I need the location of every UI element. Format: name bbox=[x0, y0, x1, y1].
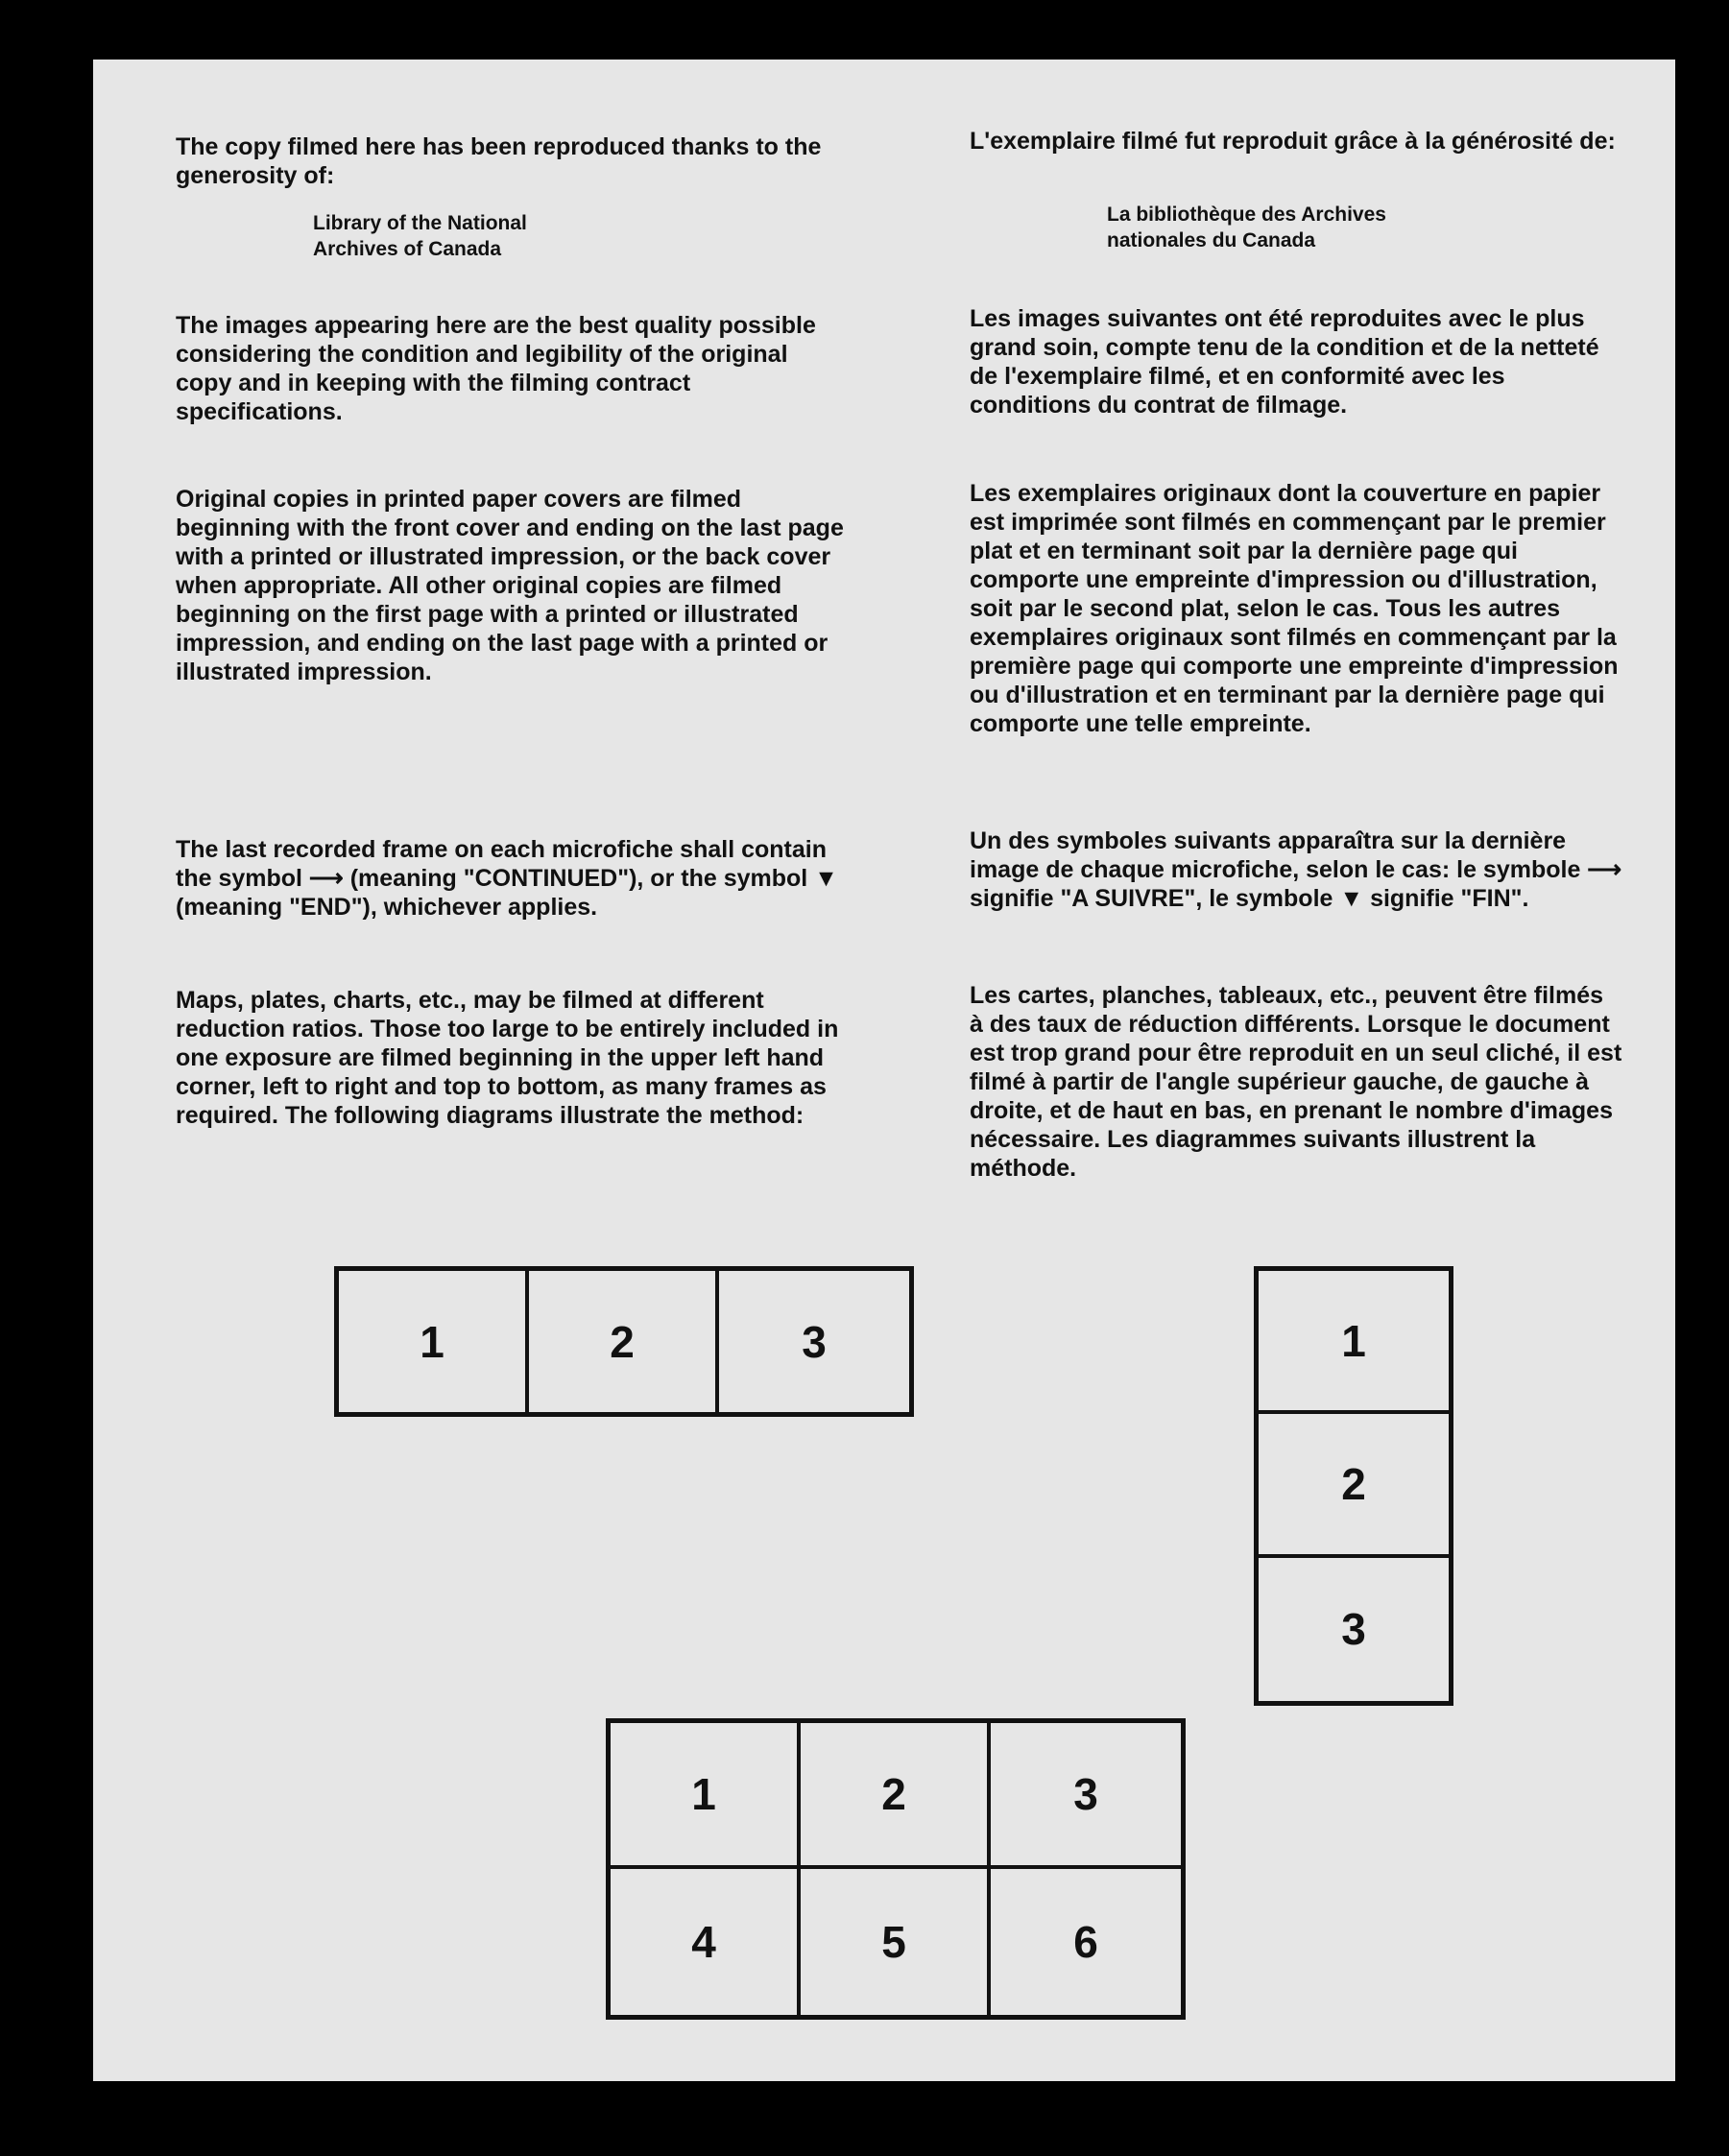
frame-cell: 5 bbox=[801, 1869, 991, 2015]
frame-cell: 1 bbox=[1259, 1271, 1449, 1414]
english-quality-paragraph: The images appearing here are the best quality possible considering the condition and legibility of the original copy and in keeping with the filming contract specifications. bbox=[176, 312, 816, 425]
frame-cell: 2 bbox=[529, 1271, 719, 1412]
french-library-line2: nationales du Canada bbox=[1107, 229, 1316, 252]
frame-cell: 2 bbox=[801, 1723, 991, 1869]
vertical-three-frame-diagram bbox=[1254, 1266, 1453, 1706]
six-frame-grid-diagram bbox=[606, 1718, 1186, 2020]
frame-cell: 3 bbox=[802, 1316, 827, 1367]
french-symbols-paragraph: Un des symboles suivants apparaîtra sur la dernière image de chaque microfiche, selon le cas: le symbole ⟶ signifie "A SUIVRE", le symbole ▼ signifie "FIN". bbox=[970, 827, 1622, 912]
frame-cell: 2 bbox=[1259, 1414, 1449, 1557]
french-covers-paragraph: Les exemplaires originaux dont la couverture en papier est imprimée sont filmés en commençant par le premier plat et en terminant soit par la dernière page qui comporte une empreinte d'impression ou d'illustration, soit par le second plat, selon le cas. Tous les autres exemplaires originaux sont filmés en commençant par la première page qui comporte une empreinte d'impression ou d'illustration et en terminant par la dernière page qui comporte une telle empreinte. bbox=[970, 480, 1619, 737]
english-symbols-paragraph: The last recorded frame on each microfiche shall contain the symbol ⟶ (meaning "CONTINUED"), or the symbol ▼ (meaning "END"), whichever applies. bbox=[176, 836, 838, 921]
english-library-line1: Library of the National bbox=[313, 212, 527, 234]
french-library-line1: La bibliothèque des Archives bbox=[1107, 204, 1386, 226]
english-covers-paragraph: Original copies in printed paper covers are filmed beginning with the front cover and ending on the last page with a printed or illustrated impression, or the back cover when appropriate. All other original copies are filmed beginning on the first page with a printed or illustrated impression, and ending on the last page with a printed or illustrated impression. bbox=[176, 486, 844, 685]
frame-cell: 6 bbox=[1073, 1917, 1098, 1967]
frame-cell: 4 bbox=[611, 1869, 801, 2015]
english-maps-paragraph: Maps, plates, charts, etc., may be filmed at different reduction ratios. Those too large to be entirely included in one exposure are filmed beginning in the upper left hand corner, left to right and top to bottom, as many frames as required. The following diagrams illustrate the method: bbox=[176, 987, 839, 1129]
french-maps-paragraph: Les cartes, planches, tableaux, etc., peuvent être filmés à des taux de réduction différents. Lorsque le document est trop grand pour être reproduit en un seul cliché, il est filmé à partir de l'angle supérieur gauche, de gauche à droite, et de haut en bas, en prenant le nombre d'images nécessaire. Les diagrammes suivants illustrent la méthode. bbox=[970, 982, 1622, 1182]
horizontal-three-frame-diagram bbox=[334, 1266, 914, 1417]
frame-cell: 1 bbox=[611, 1723, 801, 1869]
frame-cell: 3 bbox=[1341, 1604, 1366, 1655]
microfiche-target-sheet bbox=[93, 60, 1675, 2081]
french-quality-paragraph: Les images suivantes ont été reproduites avec le plus grand soin, compte tenu de la condition et de la netteté de l'exemplaire filmé, et en conformité avec les conditions du contrat de filmage. bbox=[970, 305, 1599, 419]
frame-cell: 3 bbox=[991, 1723, 1181, 1869]
french-intro: L'exemplaire filmé fut reproduit grâce à la générosité de: bbox=[970, 128, 1616, 155]
english-intro: The copy filmed here has been reproduced thanks to the generosity of: bbox=[176, 133, 822, 189]
frame-cell: 1 bbox=[339, 1271, 529, 1412]
english-library-line2: Archives of Canada bbox=[313, 238, 502, 260]
